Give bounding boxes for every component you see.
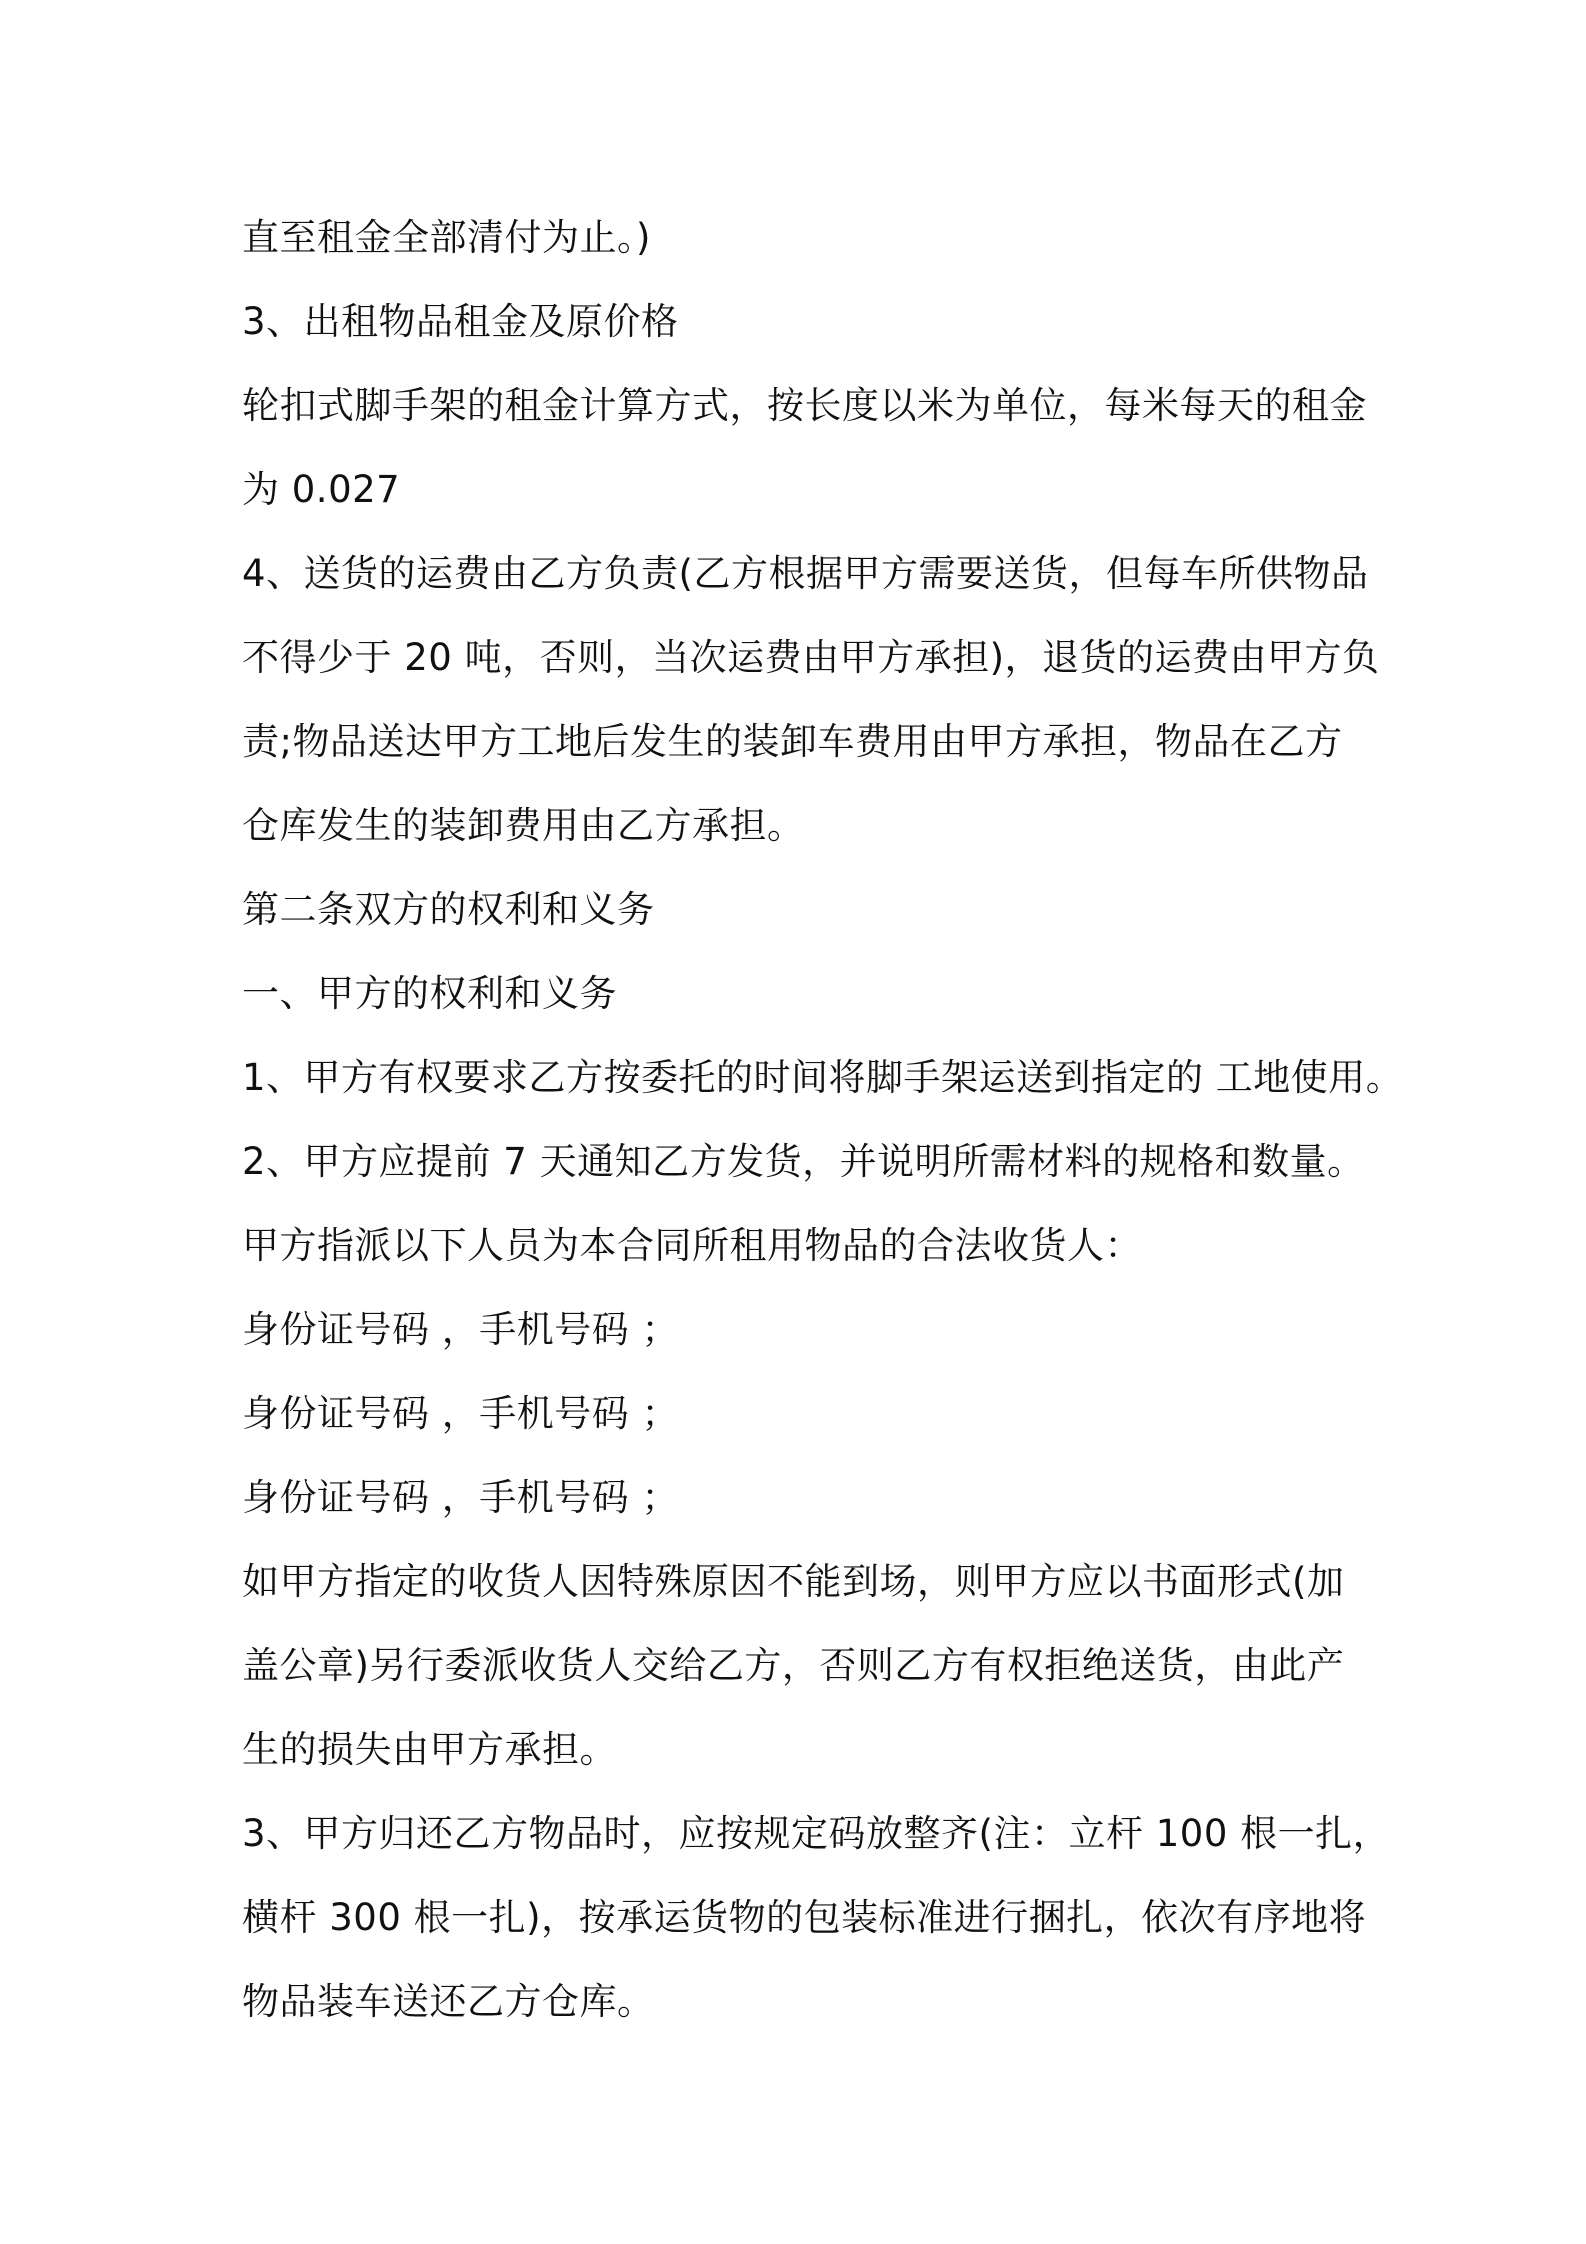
text-line: 如甲方指定的收货人因特殊原因不能到场，则甲方应以书面形式(加	[242, 1560, 1345, 1603]
text-line: 3、甲方归还乙方物品时，应按规定码放整齐(注：立杆 100 根一扎，	[242, 1812, 1391, 1855]
text-line: 盖公章)另行委派收货人交给乙方，否则乙方有权拒绝送货，由此产	[242, 1644, 1345, 1687]
text-line: 1、甲方有权要求乙方按委托的时间将脚手架运送到指定的 工地使用。	[242, 1056, 1404, 1099]
section-heading: 3、出租物品租金及原价格	[242, 300, 679, 343]
consignee-line: 身份证号码 ，手机号码 ；	[242, 1476, 680, 1519]
text-line: 横杆 300 根一扎)，按承运货物的包装标准进行捆扎，依次有序地将	[242, 1896, 1367, 1939]
document-body	[242, 196, 1404, 2044]
text-line: 直至租金全部清付为止。)	[242, 216, 651, 259]
text-line: 物品装车送还乙方仓库。	[242, 1980, 655, 2023]
text-line: 责;物品送达甲方工地后发生的装卸车费用由甲方承担，物品在乙方	[242, 720, 1343, 763]
text-line: 为 0.027	[242, 468, 401, 511]
text-line: 不得少于 20 吨，否则，当次运费由甲方承担)，退货的运费由甲方负	[242, 636, 1380, 679]
text-line: 甲方指派以下人员为本合同所租用物品的合法收货人：	[242, 1224, 1142, 1267]
text-line: 2、甲方应提前 7 天通知乙方发货，并说明所需材料的规格和数量。	[242, 1140, 1365, 1183]
text-line: 仓库发生的装卸费用由乙方承担。	[242, 804, 805, 847]
text-line: 4、送货的运费由乙方负责(乙方根据甲方需要送货，但每车所供物品	[242, 552, 1369, 595]
article-heading: 第二条双方的权利和义务	[242, 888, 655, 931]
consignee-line: 身份证号码 ，手机号码 ；	[242, 1392, 680, 1435]
consignee-line: 身份证号码 ，手机号码 ；	[242, 1308, 680, 1351]
text-line: 轮扣式脚手架的租金计算方式，按长度以米为单位，每米每天的租金	[242, 384, 1367, 427]
text-line: 生的损失由甲方承担。	[242, 1728, 617, 1771]
subsection-heading: 一、甲方的权利和义务	[242, 972, 617, 1015]
